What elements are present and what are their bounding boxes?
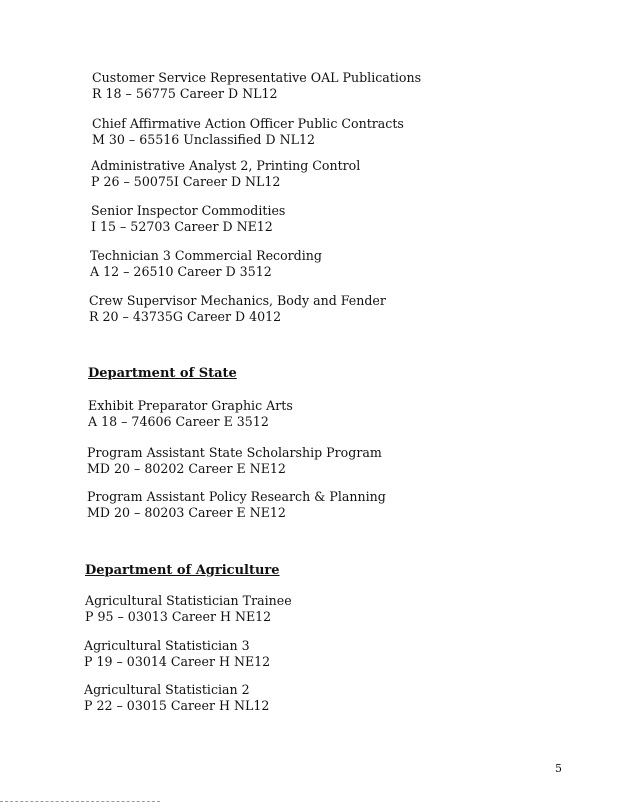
job-code: A 18 – 74606 Career E 3512 [88,413,269,429]
job-title: Technician 3 Commercial Recording [90,248,322,263]
job-entry [92,70,421,101]
job-title: Agricultural Statistician Trainee [85,593,292,608]
job-title: Program Assistant State Scholarship Program [87,445,382,460]
job-entry [84,638,270,669]
job-entry [84,682,269,713]
job-code: P 26 – 50075I Career D NL12 [91,173,281,189]
job-title: Exhibit Preparator Graphic Arts [88,398,293,413]
job-code: R 20 – 43735G Career D 4012 [89,308,282,324]
section-heading-department-of-agriculture: Department of Agriculture [85,563,280,578]
job-code: P 95 – 03013 Career H NE12 [85,608,272,624]
job-code: P 22 – 03015 Career H NL12 [84,697,270,713]
job-entry [85,593,292,624]
job-title: Agricultural Statistician 3 [84,638,250,653]
job-title: Senior Inspector Commodities [91,203,286,218]
job-code: R 18 – 56775 Career D NL12 [92,85,278,101]
job-entry [92,116,404,147]
job-code: MD 20 – 80202 Career E NE12 [87,460,286,476]
section-heading-department-of-state: Department of State [88,366,237,381]
job-entry [87,445,382,476]
job-code: A 12 – 26510 Career D 3512 [90,263,272,279]
job-title: Program Assistant Policy Research & Planning [87,489,386,504]
job-entry [89,293,386,324]
job-entry [91,158,360,189]
job-code: P 19 – 03014 Career H NE12 [84,653,271,669]
page-number: 5 [555,762,562,775]
job-entry [91,203,285,234]
job-code: M 30 – 65516 Unclassified D NL12 [92,131,315,147]
job-title: Administrative Analyst 2, Printing Control [91,158,361,173]
footer-rule [0,801,160,802]
job-title: Crew Supervisor Mechanics, Body and Fender [89,293,386,308]
job-title: Customer Service Representative OAL Publications [92,70,422,85]
job-code: MD 20 – 80203 Career E NE12 [87,504,286,520]
job-title: Chief Affirmative Action Officer Public Contracts [92,116,404,131]
job-entry [88,398,293,429]
job-code: I 15 – 52703 Career D NE12 [91,218,273,234]
job-title: Agricultural Statistician 2 [84,682,250,697]
job-entry [90,248,322,279]
job-entry [87,489,386,520]
